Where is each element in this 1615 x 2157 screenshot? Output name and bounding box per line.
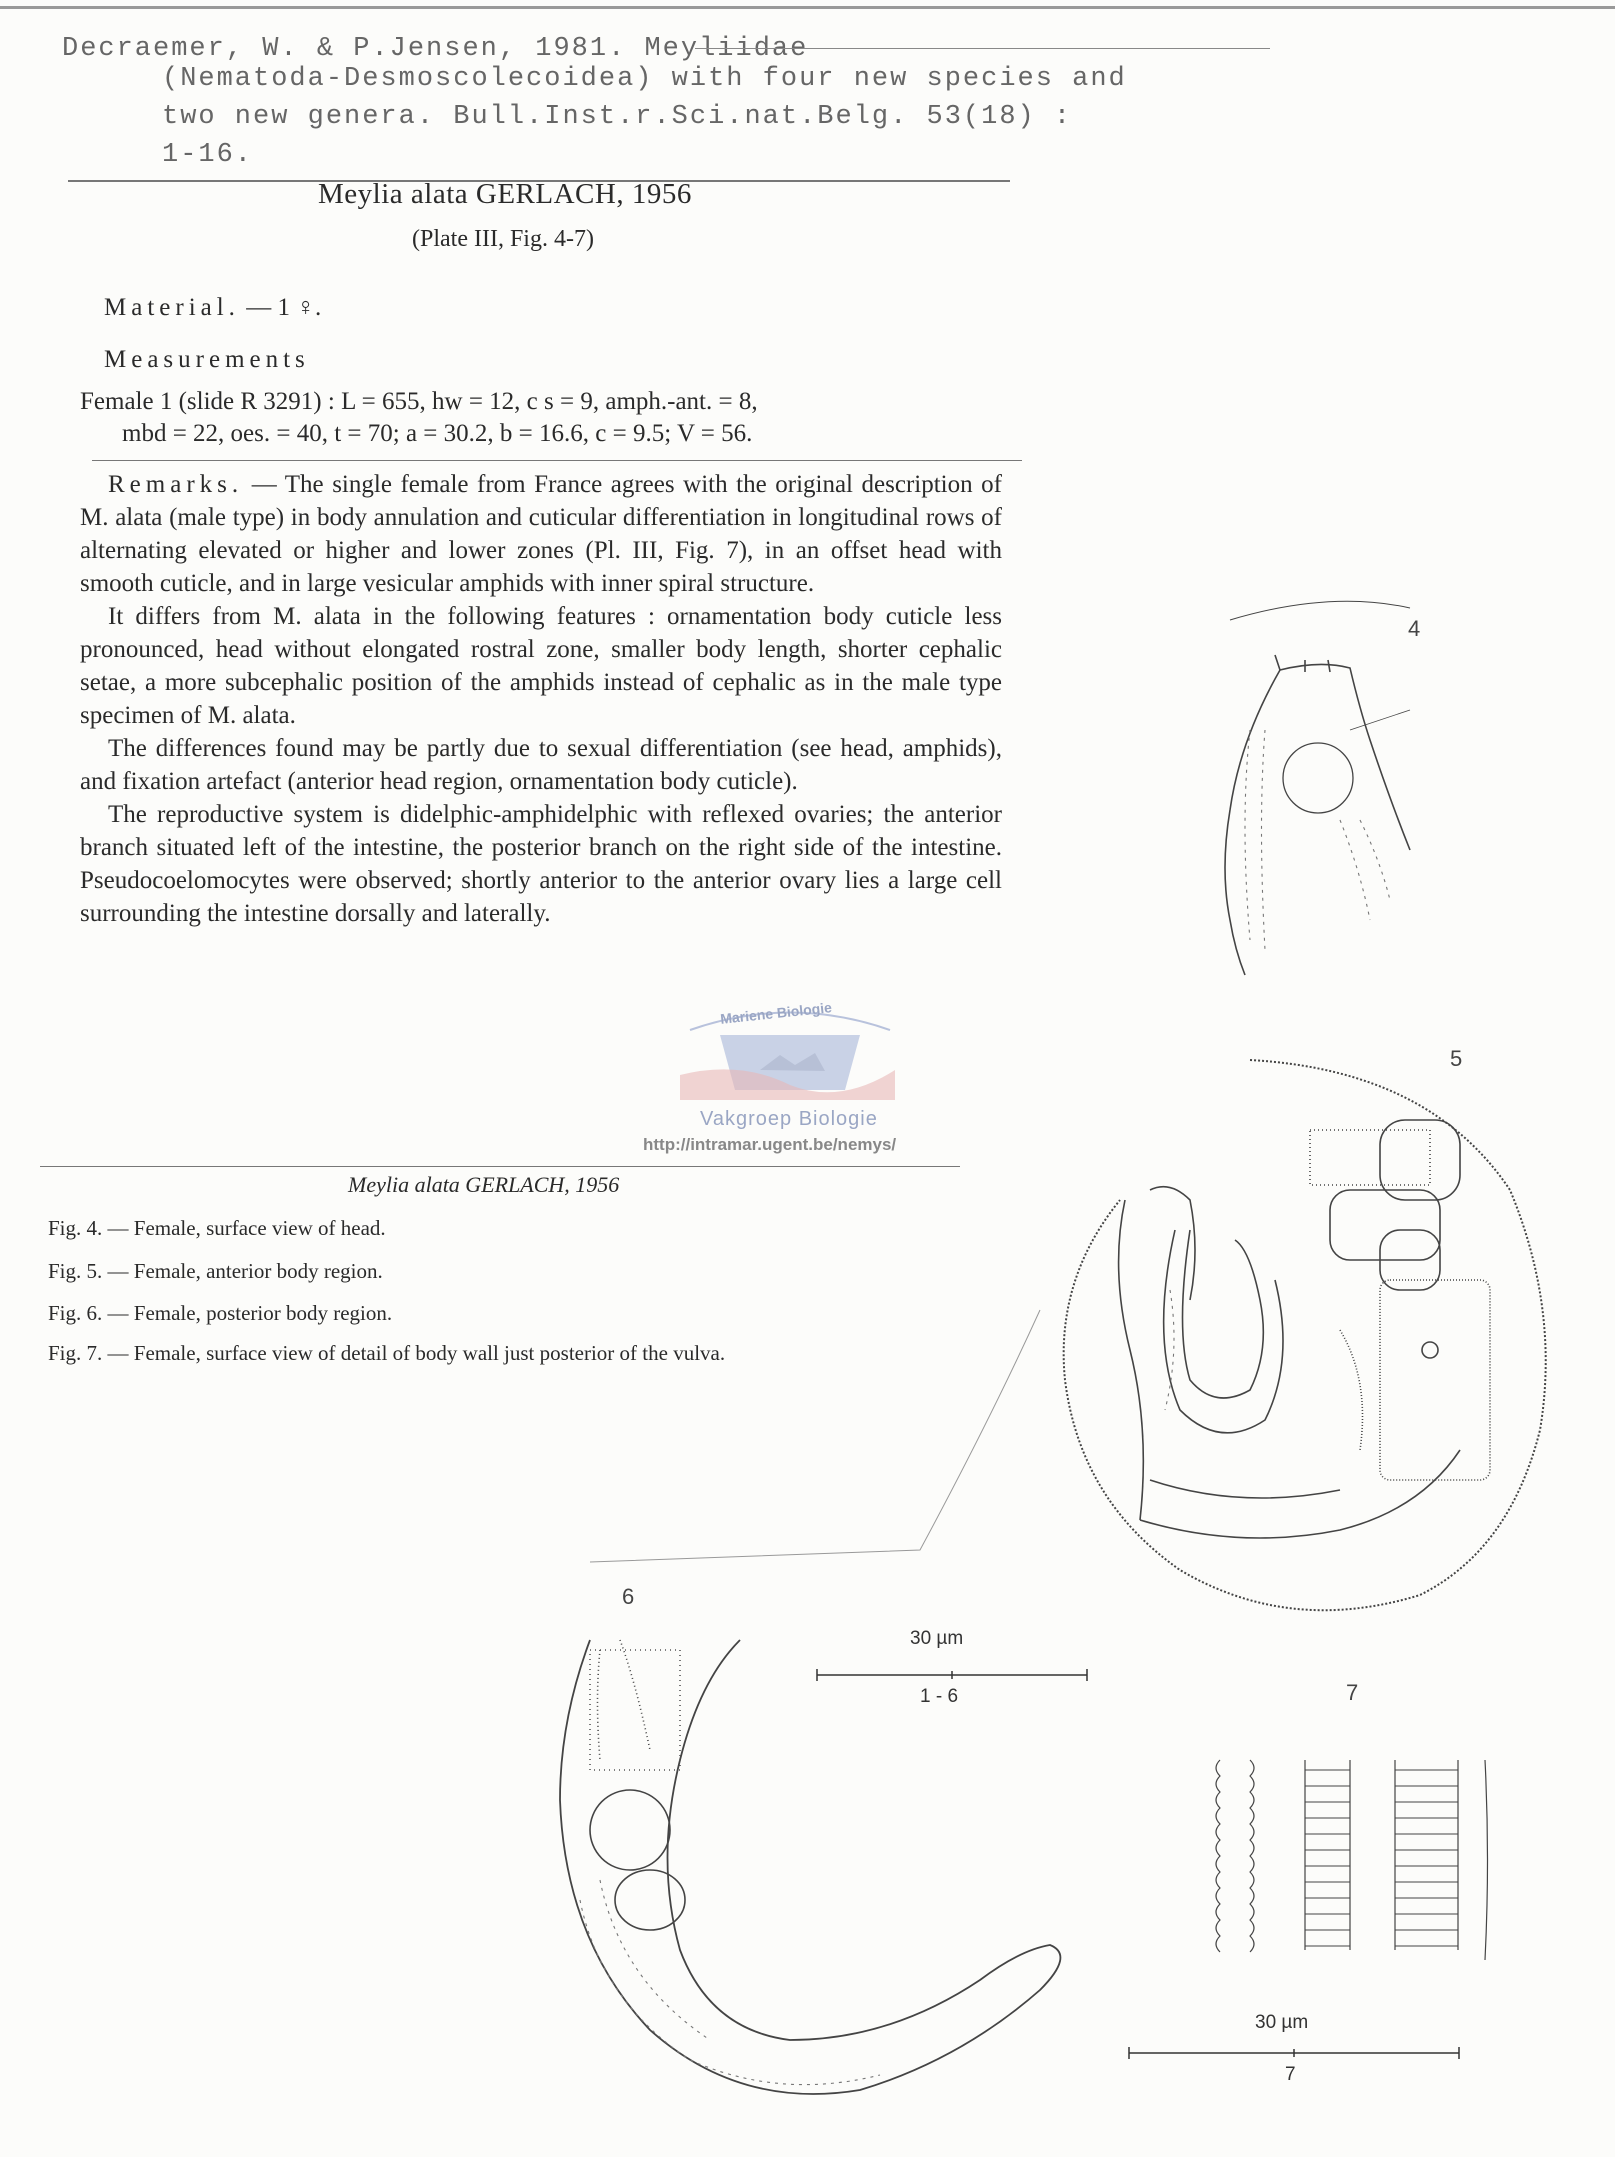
measurements-rule [92, 460, 1022, 461]
caption-title: Meylia alata GERLACH, 1956 [348, 1172, 620, 1197]
citation-line-1: Decraemer, W. & P.Jensen, 1981. Meyliidae [62, 34, 809, 64]
fig-6-posterior-drawing [540, 1620, 1100, 2140]
scale-bar-2 [1127, 2046, 1462, 2060]
fig-6-label: 6 [622, 1584, 635, 1609]
measurements-heading: Measurements [104, 346, 310, 373]
figure-connector-line [590, 1300, 1050, 1570]
caption-fig-6: Fig. 6. — Female, posterior body region. [48, 1301, 393, 1325]
remarks-block [80, 468, 1002, 930]
caption-fig-7: Fig. 7. — Female, surface view of detail of body wall just posterior of the vulva. [48, 1341, 726, 1365]
top-rule [0, 6, 1615, 9]
scale-1-length: 30 µm [910, 1628, 964, 1649]
plate-reference: (Plate III, Fig. 4-7) [412, 226, 594, 252]
caption-fig-5: Fig. 5. — Female, anterior body region. [48, 1259, 383, 1283]
fig-5-anterior-drawing [1040, 1050, 1560, 1630]
material-value: — 1 ♀. [246, 294, 322, 321]
species-title: Meylia alata GERLACH, 1956 [318, 178, 692, 210]
fig-7-label: 7 [1346, 1680, 1359, 1705]
material-label: Material. [104, 294, 240, 321]
scale-2-range: 7 [1285, 2064, 1296, 2085]
remarks-paragraph-3: The differences found may be partly due to sexual differentiation (see head, amphids), and fixation artefact (anterior head region, ornamentation body cuticle). [80, 735, 1002, 795]
scale-2-length: 30 µm [1255, 2012, 1309, 2033]
remarks-paragraph-1: Remarks. — The single female from France agrees with the original description of M. alata (male type) in body annulation and cuticular differentiation in longitudinal rows of alternating elevated or higher and lower zones (Pl. III, Fig. 7), in an offset head with smooth cuticle, and in large vesicular amphids with inner spiral structure. [80, 471, 1003, 597]
citation-line-3: two new genera. Bull.Inst.r.Sci.nat.Belg. 53(18) : [162, 102, 1073, 132]
measurements-line-2: mbd = 22, oes. = 40, t = 70; a = 30.2, b = 16.6, c = 9.5; V = 56. [122, 420, 753, 447]
caption-fig-4: Fig. 4. — Female, surface view of head. [48, 1216, 386, 1240]
caption-rule [40, 1166, 960, 1167]
citation-underline [695, 48, 1270, 49]
scale-1-range: 1 - 6 [920, 1686, 959, 1707]
fig-7-bodywall-drawing [1200, 1750, 1500, 1970]
citation-line-4: 1-16. [162, 140, 254, 170]
remarks-paragraph-2: It differs from M. alata in the following features : ornamentation body cuticle less pronounced, head without elongated rostral zone, smaller body length, shorter cephalic setae, a more subcephalic position of the amphids instead of cephalic as in the male type specimen of M. alata. [80, 603, 1002, 729]
watermark-arc-text: Mariene Biologie [719, 999, 833, 1027]
material-line [104, 294, 321, 322]
fig-5-label: 5 [1450, 1046, 1463, 1071]
scale-bar-1 [815, 1668, 1090, 1682]
watermark-url: http://intramar.ugent.be/nemys/ [643, 1135, 897, 1154]
measurements-line-1: Female 1 (slide R 3291) : L = 655, hw = 12, c s = 9, amph.-ant. = 8, [80, 388, 758, 415]
citation-line-2: (Nematoda-Desmoscolecoidea) with four new species and [162, 64, 1127, 94]
remarks-label: Remarks. [108, 471, 244, 498]
fig-4-label: 4 [1408, 616, 1421, 641]
watermark-group-text: Vakgroep Biologie [700, 1108, 878, 1130]
fig-4-head-drawing [1210, 580, 1440, 980]
remarks-paragraph-4: The reproductive system is didelphic-amphidelphic with reflexed ovaries; the anterior branch situated left of the intestine, the posterior branch on the right side of the intestine. Pseudocoelomocytes were observed; shortly anterior to the anterior ovary lies a large cell surrounding the intestine dorsally and laterally. [80, 801, 1002, 927]
